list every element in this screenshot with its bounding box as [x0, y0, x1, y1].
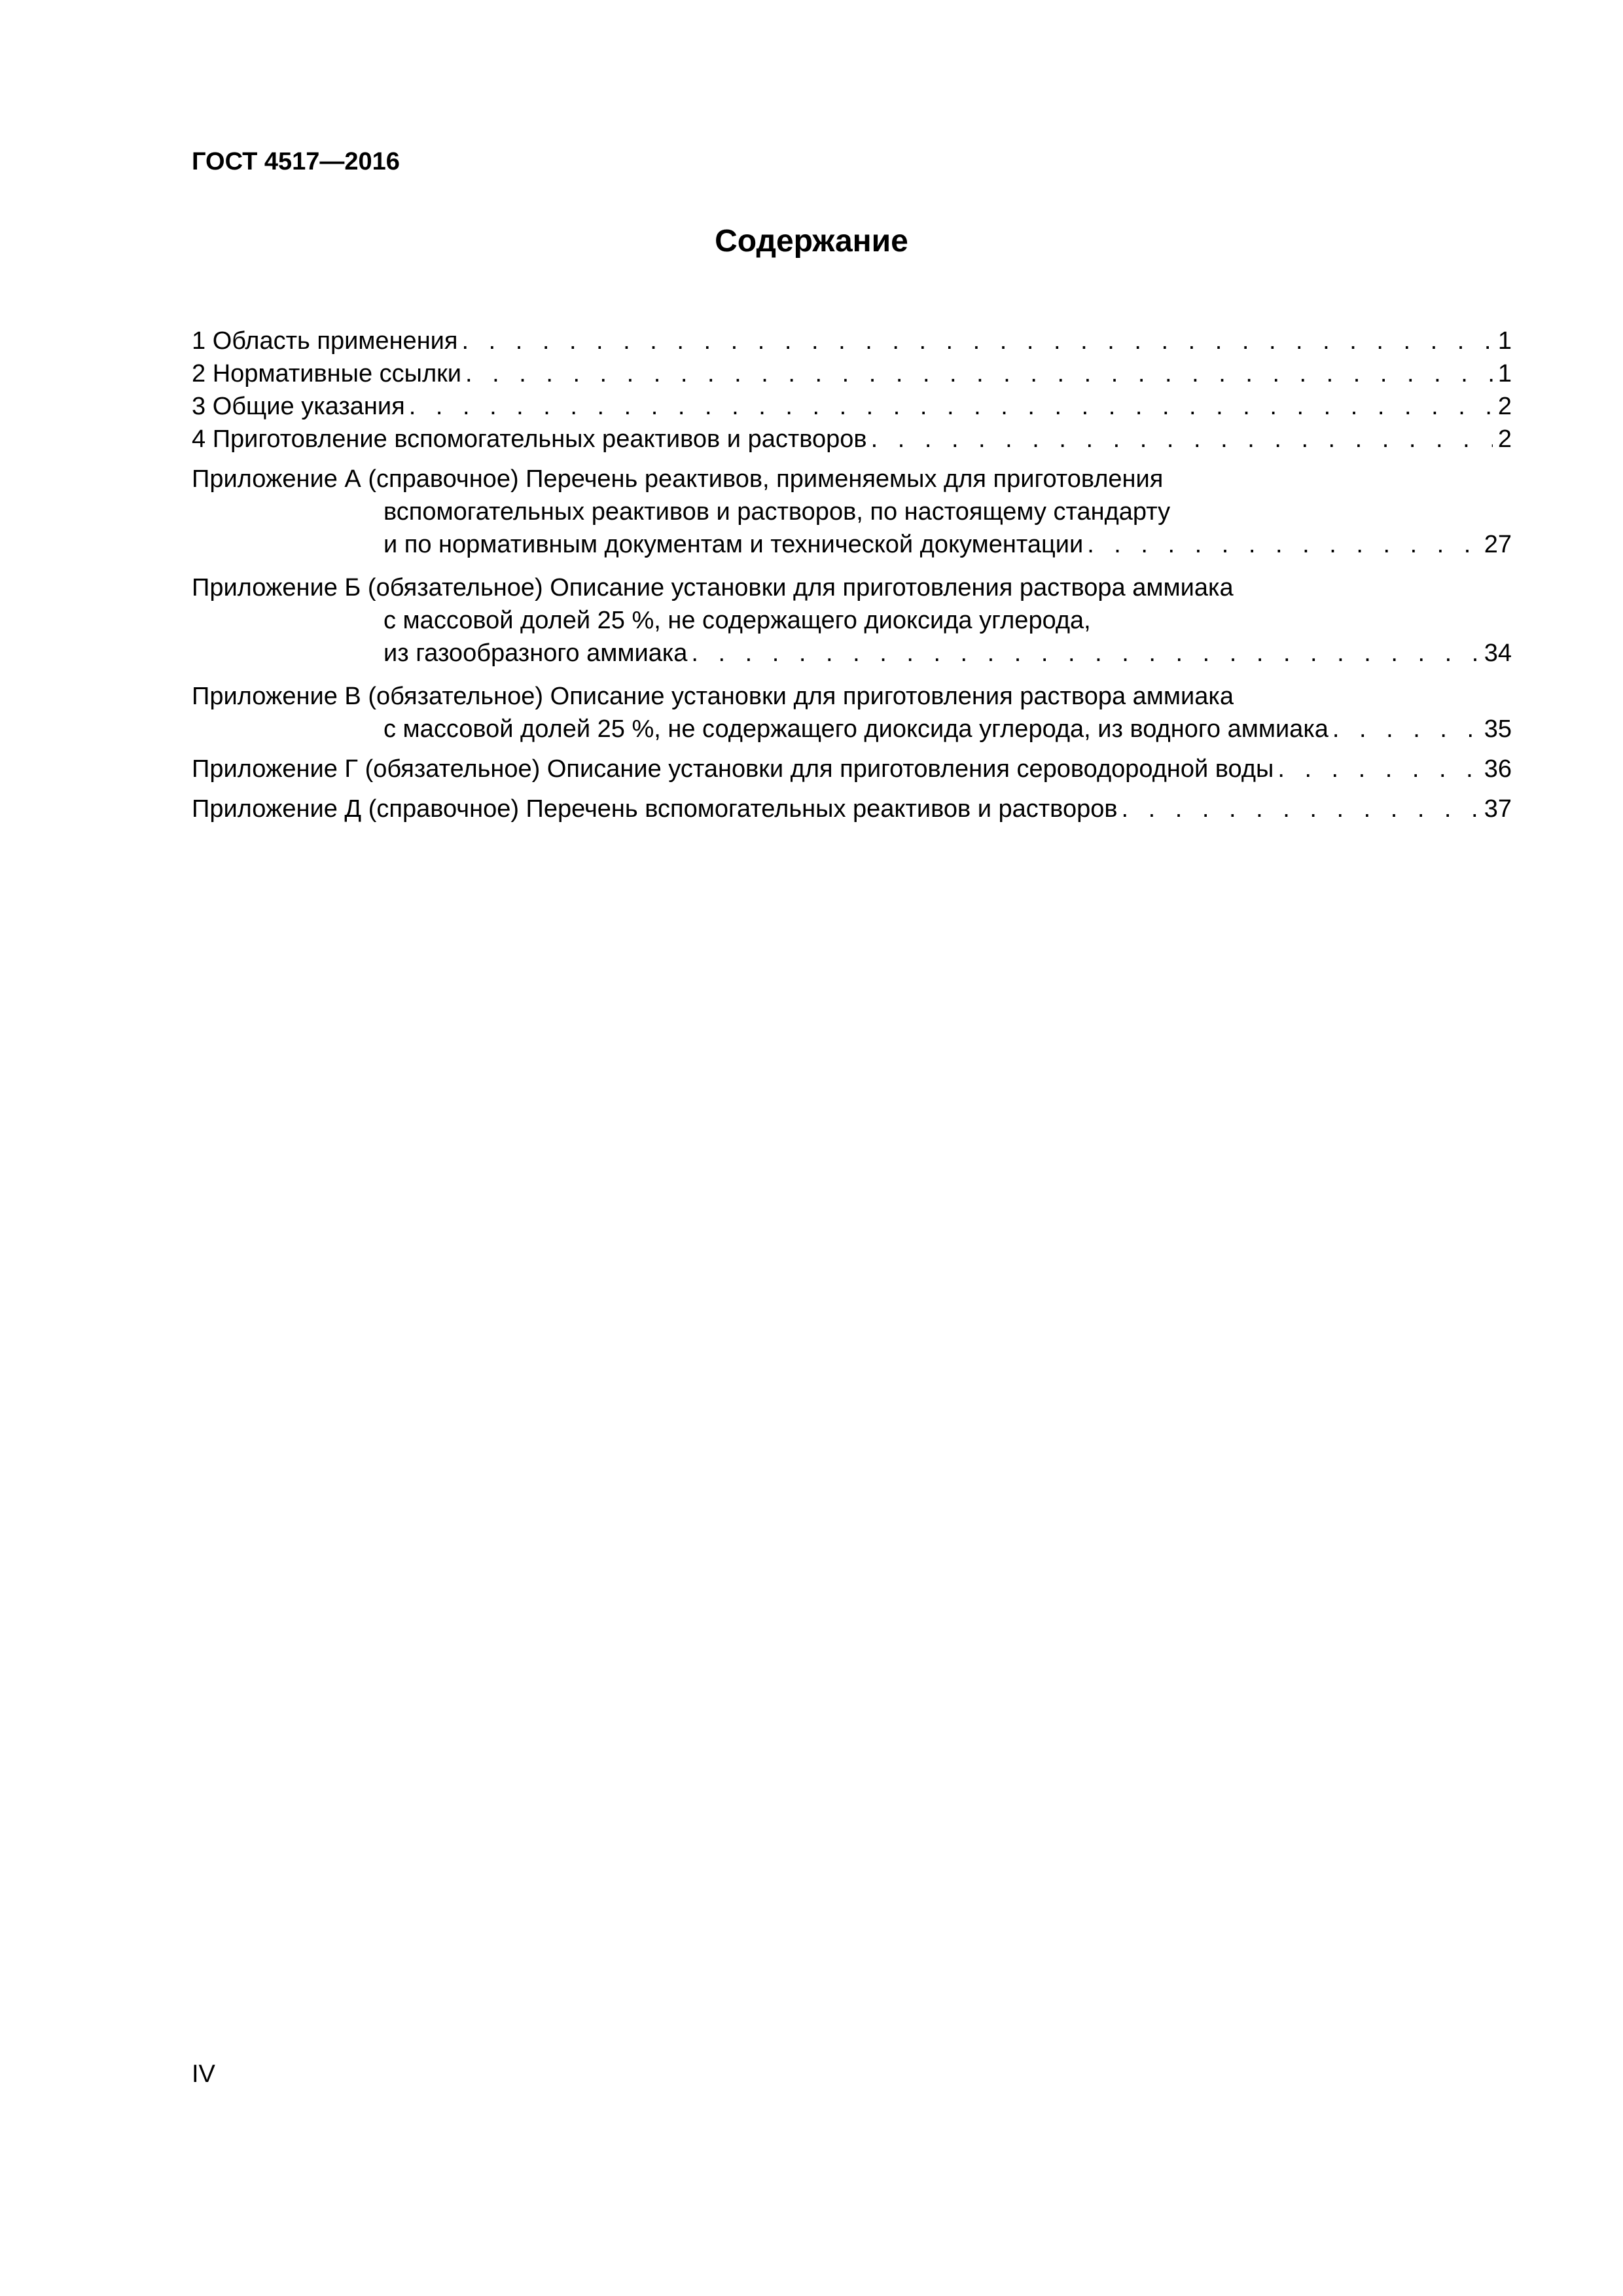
- page-number: IV: [192, 2060, 215, 2088]
- toc-line: [192, 390, 1512, 423]
- toc-entry-title: Приложение Г (обязательное) Описание установки для приготовления сероводородной воды: [192, 755, 1274, 783]
- toc-entry-appendix-a[interactable]: [192, 463, 1512, 561]
- toc-entry-title: 4 Приготовление вспомогательных реактивов и растворов: [192, 425, 867, 453]
- toc-line: [192, 495, 1512, 528]
- toc-line: [192, 463, 1512, 495]
- dot-leader: [465, 357, 1493, 390]
- toc-page-number: 1: [1497, 327, 1512, 355]
- dot-leader: [461, 325, 1492, 357]
- document-designation: ГОСТ 4517—2016: [192, 148, 400, 175]
- toc-entry-section-1[interactable]: [192, 325, 1512, 357]
- toc-entry-title: 1 Область применения: [192, 327, 458, 355]
- toc-entry-section-3[interactable]: [192, 390, 1512, 423]
- dot-leader: [1332, 713, 1479, 745]
- toc-entry-appendix-d[interactable]: [192, 793, 1512, 825]
- toc-entry-title-continued: из газообразного аммиака: [383, 639, 688, 667]
- toc-line: [192, 423, 1512, 456]
- toc-entry-title: Приложение А (справочное) Перечень реактивов, применяемых для приготовления: [192, 465, 1164, 493]
- toc-line: [192, 680, 1512, 713]
- toc-page-number: 27: [1484, 531, 1512, 558]
- toc-entry-title: 2 Нормативные ссылки: [192, 360, 461, 387]
- toc-page-number: 34: [1484, 639, 1512, 667]
- toc-entry-title: Приложение Д (справочное) Перечень вспомогательных реактивов и растворов: [192, 795, 1118, 823]
- dot-leader: [1087, 528, 1479, 561]
- toc-line: [192, 325, 1512, 357]
- toc-page-number: 35: [1484, 715, 1512, 743]
- toc-page-number: 1: [1497, 360, 1512, 387]
- toc-title: Содержание: [715, 224, 908, 259]
- toc-line: [192, 753, 1512, 785]
- toc-line: [192, 793, 1512, 825]
- toc-line: [192, 571, 1512, 604]
- dot-leader: [409, 390, 1493, 423]
- toc-entry-title-continued: вспомогательных реактивов и растворов, по настоящему стандарту: [383, 498, 1171, 526]
- toc-entry-appendix-v[interactable]: [192, 680, 1512, 745]
- toc-entry-section-2[interactable]: [192, 357, 1512, 390]
- toc-entry-title: Приложение Б (обязательное) Описание установки для приготовления раствора аммиака: [192, 574, 1234, 601]
- toc-entry-title: 3 Общие указания: [192, 393, 405, 420]
- toc-line: [192, 528, 1512, 561]
- toc-entry-appendix-g[interactable]: [192, 753, 1512, 785]
- dot-leader: [871, 423, 1493, 456]
- toc-page-number: 36: [1484, 755, 1512, 783]
- toc-entry-title-continued: с массовой долей 25 %, не содержащего диоксида углерода,: [383, 607, 1091, 634]
- toc-page-number: 37: [1484, 795, 1512, 823]
- toc-entry-title-continued: и по нормативным документам и технической документации: [383, 531, 1084, 558]
- dot-leader: [1122, 793, 1479, 825]
- toc-entry-title: Приложение В (обязательное) Описание установки для приготовления раствора аммиака: [192, 683, 1234, 710]
- toc-line: [192, 604, 1512, 637]
- toc-line: [192, 637, 1512, 670]
- toc-line: [192, 713, 1512, 745]
- table-of-contents: [192, 325, 1512, 825]
- toc-page-number: 2: [1497, 425, 1512, 453]
- toc-entry-section-4[interactable]: [192, 423, 1512, 456]
- toc-line: [192, 357, 1512, 390]
- toc-entry-appendix-b[interactable]: [192, 571, 1512, 670]
- dot-leader: [1277, 753, 1478, 785]
- toc-page-number: 2: [1497, 393, 1512, 420]
- toc-entry-title-continued: с массовой долей 25 %, не содержащего диоксида углерода, из водного аммиака: [383, 715, 1329, 743]
- dot-leader: [691, 637, 1478, 670]
